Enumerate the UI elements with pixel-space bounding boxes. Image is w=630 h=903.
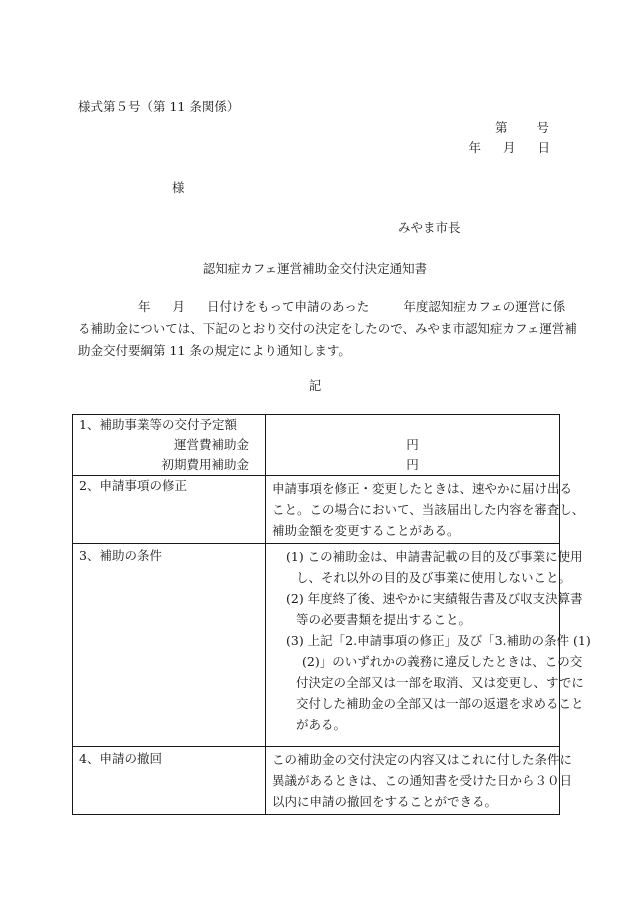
row4-line: 異議があるときは、この通知書を受けた日から３０日 [272,773,573,788]
row1-label-cell [73,415,266,476]
date-month-label: 月 [502,140,516,155]
row3-label: 3、補助の条件 [79,548,162,563]
row2-label-cell [73,476,266,544]
row1-yen1: 円 [406,437,419,452]
row3-label-cell [73,544,266,747]
body-line-3: 助金交付要綱第 11 条の規定により通知します。 [78,343,351,358]
row4-value-cell [266,747,573,815]
row1-yen2: 円 [406,457,419,472]
form-number: 様式第５号（第 11 条関係） [78,99,240,114]
number-go-label: 号 [536,120,550,135]
condition-3c: 付決定の全部又は一部を取消、又は変更し、すでに [296,675,584,690]
row2-line: こと。この場合において、当該届出した内容を審査し、 [272,502,585,517]
condition-1b: し、それ以外の目的及び事業に使用しないこと。 [296,570,572,585]
row4-label: 4、申請の撤回 [79,751,162,766]
row1-label: 1、補助事業等の交付予定額 [79,417,237,432]
body-line1-end: 年度認知症カフェの運営に係 [403,299,566,314]
condition-3b: (2)」のいずれかの義務に違反したときは、この交 [302,654,583,669]
body-line-1 [78,296,566,318]
row1-sub1: 運営費補助金 [173,437,249,452]
table-row [73,415,560,476]
body-text [78,296,577,362]
date-year-label: 年 [468,140,481,155]
condition-1a: (1) この補助金は、申請書記載の目的及び事業に使用 [286,549,583,564]
number-dai-label: 第 [494,120,509,135]
document-number [473,118,550,136]
row3-value-cell [266,544,591,747]
condition-2b: 等の必要書類を提出すること。 [296,612,472,627]
row1-value-cell [266,415,560,476]
row2-value-cell [266,476,585,544]
row4-line: 以内に申請の撤回をすることができる。 [272,794,498,809]
row4-line: この補助金の交付決定の内容又はこれに付した条件に [272,752,573,767]
addressee: 様 [172,180,185,195]
condition-3e: がある。 [296,717,347,732]
body-line1-mid: 日付けをもって申請のあった [207,299,370,314]
row4-label-cell [73,747,266,815]
table-row [73,747,560,815]
row2-label: 2、申請事項の修正 [79,478,187,493]
table-row [73,544,560,747]
body-month: 月 [172,299,186,314]
table-row [73,476,560,544]
row2-line: 補助金額を変更することがある。 [272,523,460,538]
ki-heading: 記 [308,378,322,393]
row2-line: 申請事項を修正・変更したときは、速やかに届け出る [272,481,573,496]
detail-table [72,414,591,815]
body-year: 年 [138,299,151,314]
condition-3d: 交付した補助金の全部又は一部の返還を求めること [296,696,584,711]
body-line-2: る補助金については、下記のとおり交付の決定をしたので、みやま市認知症カフェ運営補 [78,321,577,336]
date-day-label: 日 [537,140,550,155]
date-line [446,138,550,156]
condition-2a: (2) 年度終了後、速やかに実績報告書及び収支決算書 [286,591,583,606]
sender: みやま市長 [398,220,461,235]
row1-sub2: 初期費用補助金 [161,457,249,472]
document-title: 認知症カフェ運営補助金交付決定通知書 [202,261,428,276]
condition-3a: (3) 上記「2.申請事項の修正」及び「3.補助の条件 (1) [286,633,591,648]
